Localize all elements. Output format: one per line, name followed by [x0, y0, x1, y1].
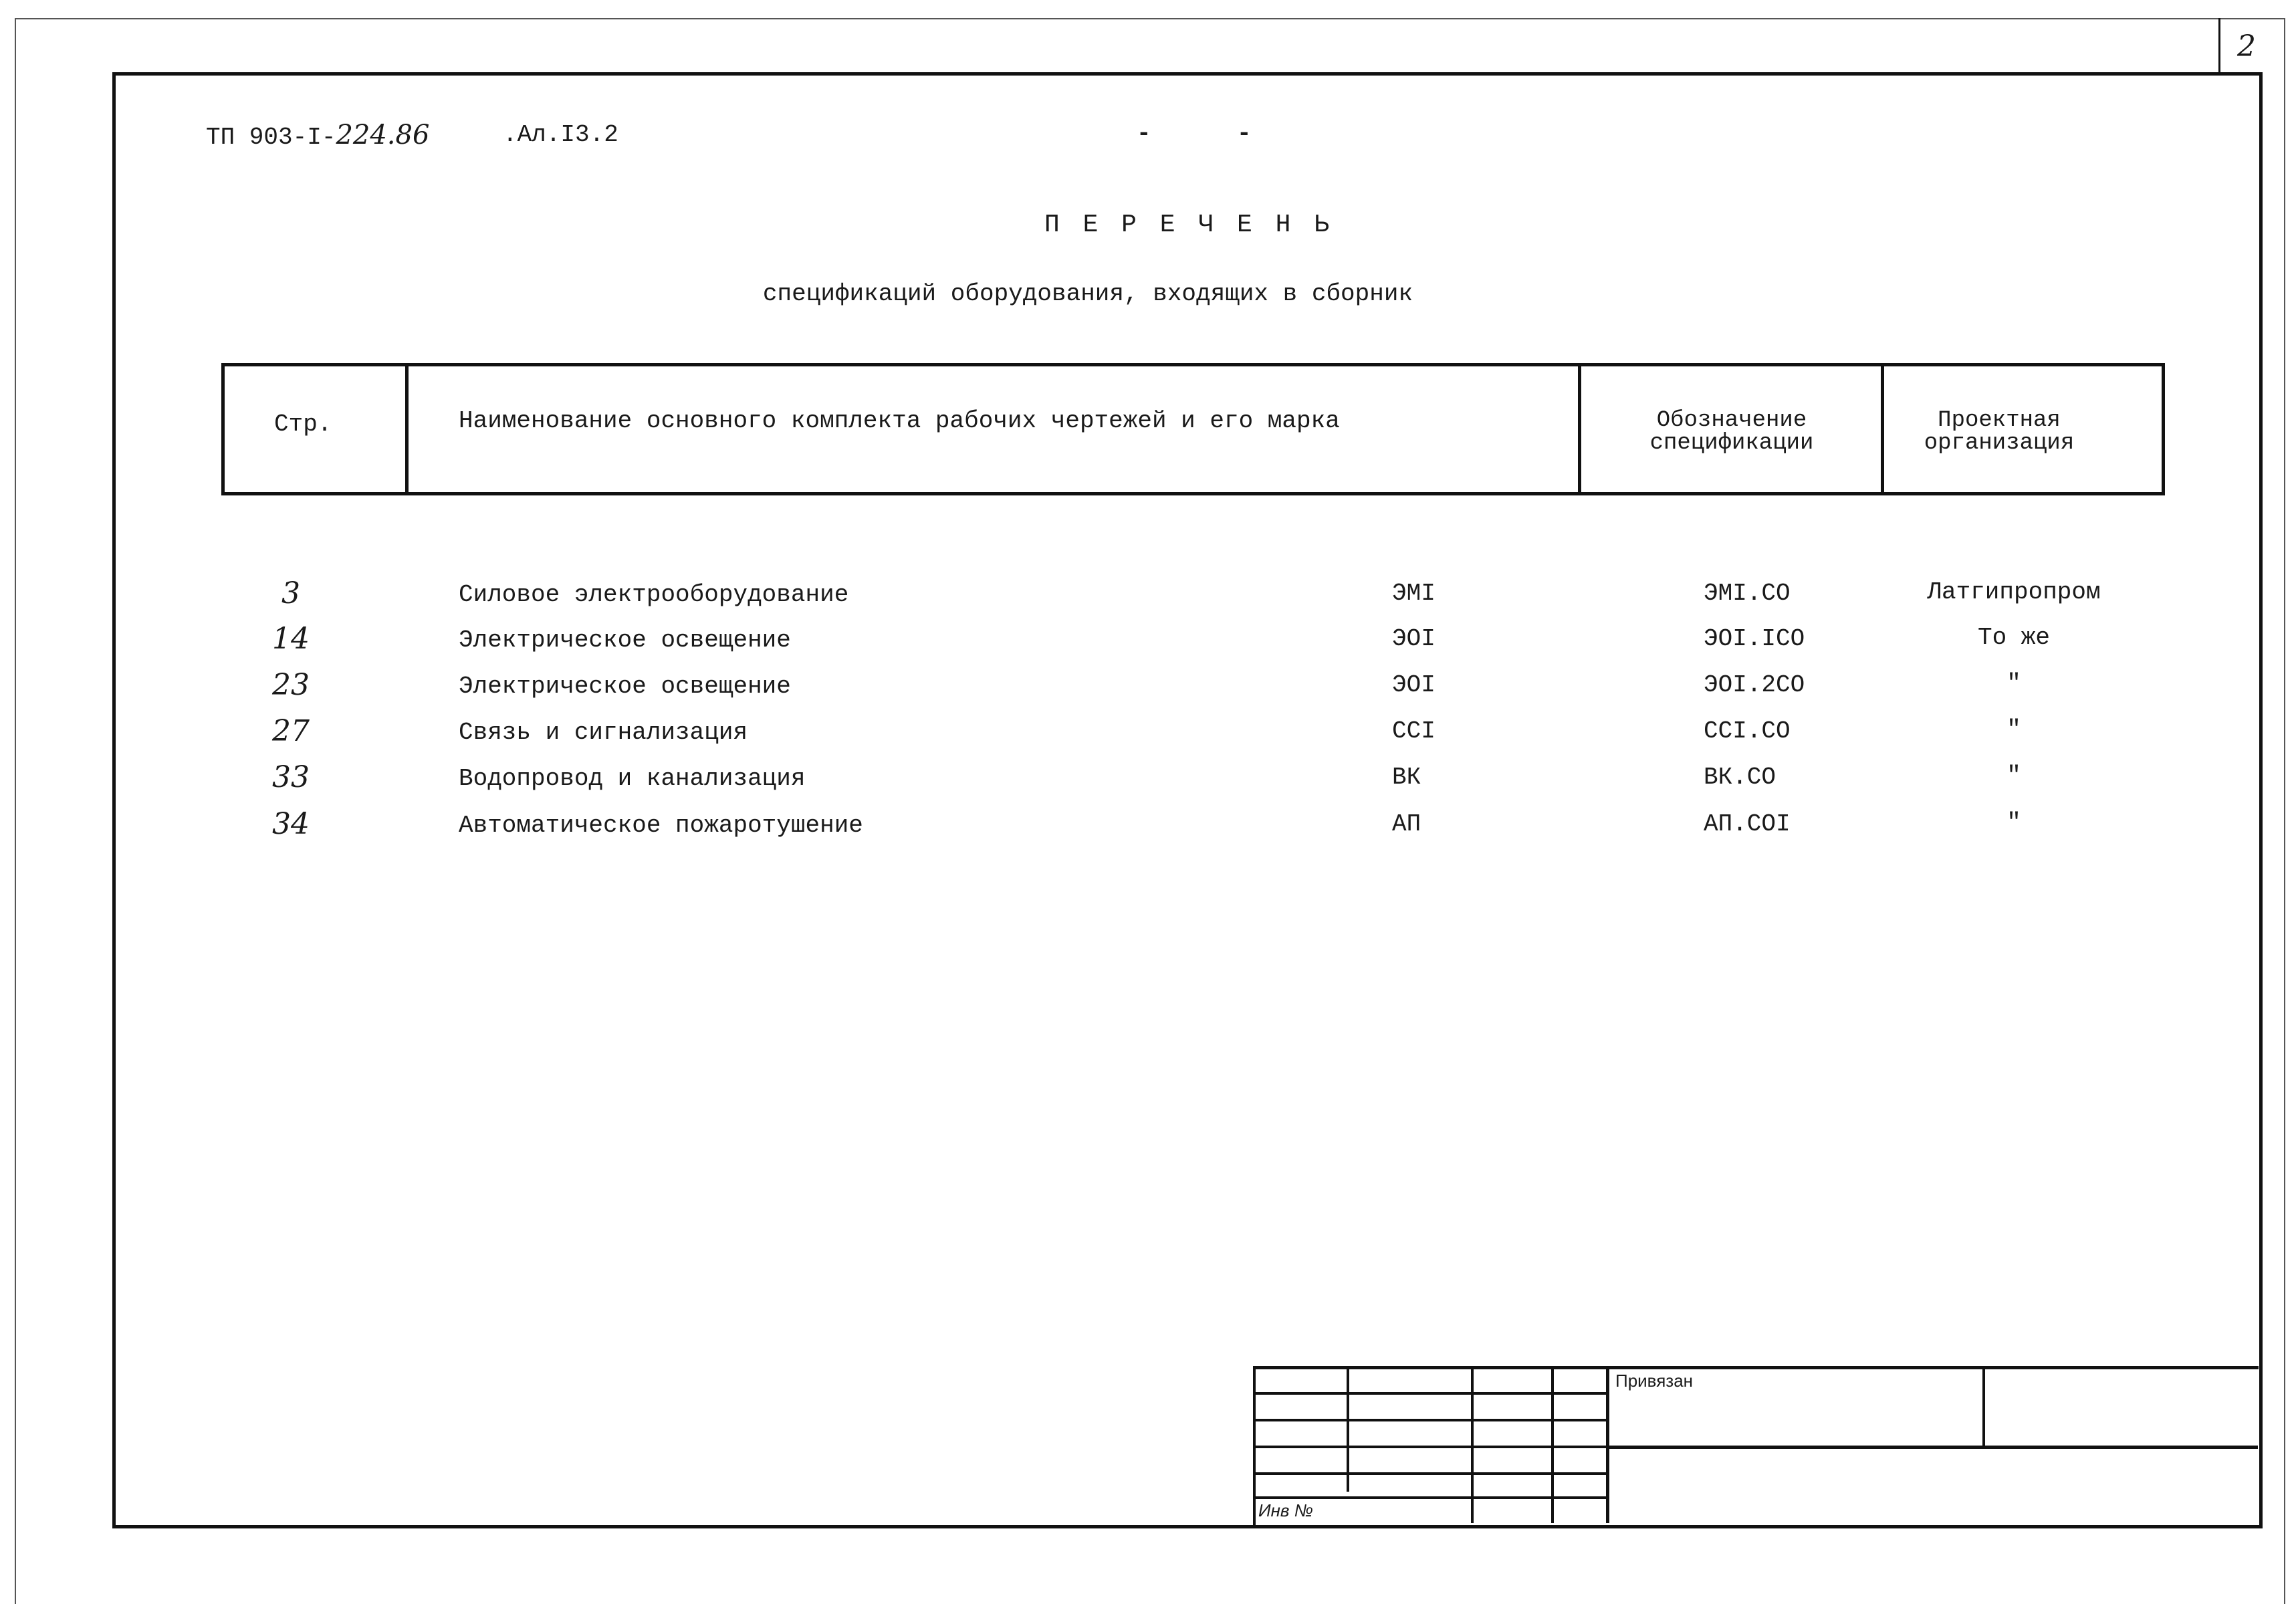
album-number: .Ал.I3.2	[503, 121, 618, 148]
row-spec: ЭОI.IСО	[1704, 625, 1805, 653]
row-spec: ЭМI.СО	[1704, 580, 1791, 607]
row-org: То же	[1977, 624, 2051, 651]
table-header-divider-3	[1881, 363, 1884, 494]
row-page-number: 14	[272, 622, 310, 656]
table-header-divider-1	[405, 363, 409, 494]
row-page-number: 3	[281, 576, 300, 610]
column-header-org: Проектная организация	[1924, 408, 2075, 456]
page-subtitle: спецификаций оборудования, входящих в сборник	[762, 280, 1413, 308]
header-dash-1: -	[1137, 120, 1151, 147]
title-block-hline	[1253, 1419, 1607, 1421]
row-org: "	[2006, 762, 2021, 790]
attached-label: Привязан	[1615, 1371, 1694, 1391]
title-block-vline	[1606, 1366, 1609, 1523]
title-block-hline	[1253, 1446, 1607, 1448]
sheet-number: 2	[2237, 29, 2256, 64]
document-code-hand: 224.86	[336, 120, 430, 150]
row-name: Связь и сигнализация	[459, 719, 748, 746]
row-mark: ССI	[1392, 717, 1436, 745]
inventory-number-label: Инв №	[1258, 1500, 1313, 1520]
row-name: Автоматическое пожаротушение	[459, 812, 863, 839]
title-block-vline	[1982, 1366, 1985, 1448]
title-block-hline	[1253, 1472, 1607, 1475]
row-page-number: 23	[272, 668, 310, 702]
row-name: Водопровод и канализация	[459, 765, 806, 792]
row-page-number: 33	[272, 760, 310, 794]
row-spec: ССI.СО	[1704, 717, 1791, 745]
header-dash-2: -	[1237, 120, 1252, 147]
row-spec: АП.СОI	[1704, 810, 1791, 838]
column-header-name: Наименование основного комплекта рабочих чертежей и его марка	[459, 407, 1340, 435]
title-block-hline	[1606, 1446, 2258, 1449]
row-mark: ВК	[1392, 764, 1421, 791]
page-title: П Е Р Е Ч Е Н Ь	[1044, 211, 1334, 239]
row-mark: ЭМI	[1392, 580, 1436, 607]
document-code	[206, 122, 429, 150]
row-org: "	[2006, 716, 2021, 743]
row-org: "	[2006, 670, 2021, 697]
row-spec: ВК.СО	[1704, 764, 1776, 791]
column-header-spec: Обозначение спецификации	[1649, 408, 1814, 456]
title-block-vline	[1471, 1366, 1474, 1523]
row-page-number: 27	[272, 714, 310, 748]
row-page-number: 34	[272, 807, 310, 841]
document-code-typed: ТП 903-I-	[206, 124, 336, 151]
row-mark: ЭОI	[1392, 625, 1436, 653]
table-header-divider-2	[1578, 363, 1581, 494]
title-block-hline	[1253, 1496, 1607, 1499]
sheet-number-divider	[2218, 18, 2220, 73]
title-block-vline	[1551, 1366, 1554, 1523]
column-header-page: Стр.	[274, 411, 332, 438]
row-spec: ЭОI.2СО	[1704, 671, 1805, 699]
row-mark: АП	[1392, 810, 1421, 838]
row-name: Электрическое освещение	[459, 626, 791, 654]
row-mark: ЭОI	[1392, 671, 1436, 699]
row-org: Латгипропром	[1927, 578, 2101, 606]
row-name: Электрическое освещение	[459, 673, 791, 700]
row-name: Силовое электрооборудование	[459, 581, 849, 608]
title-block-hline	[1253, 1392, 1607, 1395]
row-org: "	[2006, 809, 2021, 836]
